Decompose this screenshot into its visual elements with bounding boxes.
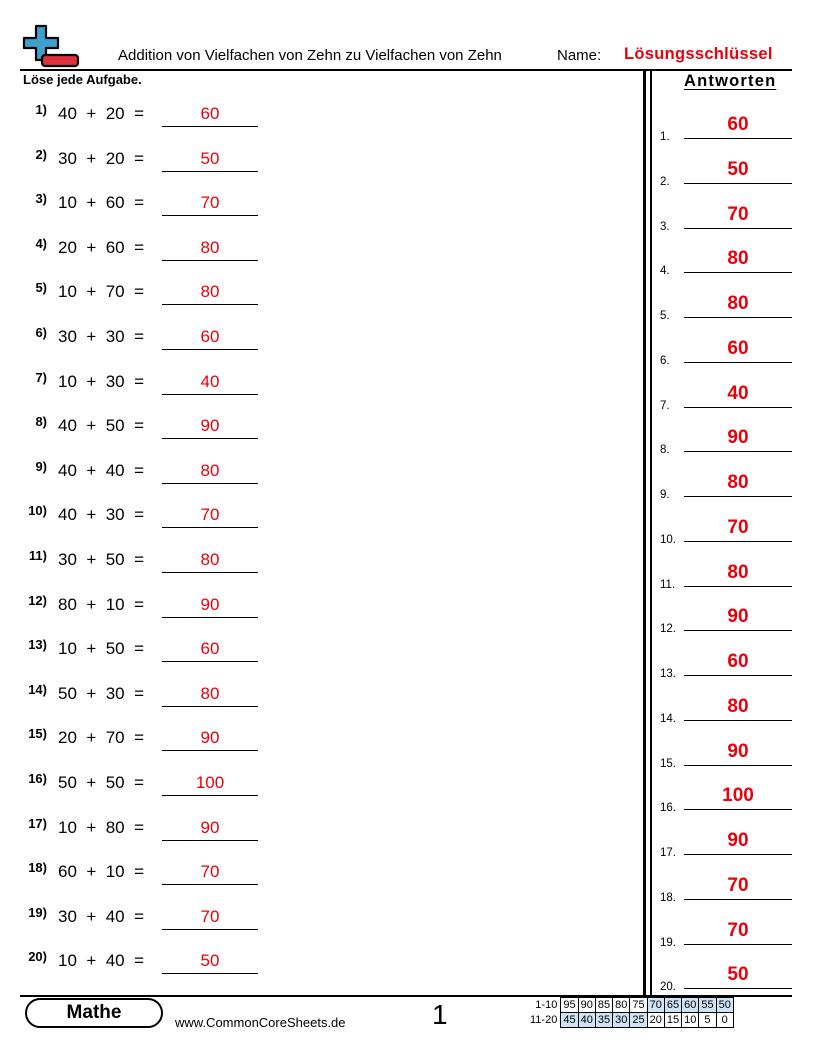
answer-key-row bbox=[656, 830, 796, 870]
answer-key-value: 50 bbox=[727, 158, 749, 180]
answers-column-border bbox=[643, 69, 646, 996]
answer-key-value: 80 bbox=[727, 561, 749, 583]
score-cell: 50 bbox=[716, 998, 733, 1013]
problem-expression: 50 + 30 = bbox=[58, 683, 145, 703]
answer-key-number: 5. bbox=[660, 310, 670, 322]
score-cell: 85 bbox=[595, 998, 612, 1013]
answer-key-number: 13. bbox=[660, 668, 676, 680]
problem-answer[interactable]: 80 bbox=[200, 683, 220, 703]
answer-line bbox=[162, 394, 258, 395]
problem-row bbox=[0, 860, 280, 900]
problem-expression: 20 + 70 = bbox=[58, 728, 145, 748]
answer-key-value: 80 bbox=[727, 472, 749, 493]
score-cell: 40 bbox=[578, 1013, 595, 1028]
answer-line bbox=[162, 126, 258, 127]
problem-answer[interactable]: 80 bbox=[200, 237, 220, 257]
answer-line bbox=[162, 617, 258, 618]
problem-answer[interactable]: 60 bbox=[200, 104, 220, 123]
problem-number: 11) bbox=[28, 548, 47, 563]
score-cell: 5 bbox=[699, 1013, 716, 1028]
answer-line bbox=[162, 260, 258, 261]
answer-key-value: 50 bbox=[727, 964, 749, 986]
answer-key-line bbox=[684, 988, 792, 989]
answer-line bbox=[162, 171, 258, 172]
answer-line bbox=[162, 527, 258, 528]
problem-row bbox=[0, 816, 280, 856]
answer-line bbox=[162, 215, 258, 216]
problem-row bbox=[0, 905, 280, 945]
score-cell: 80 bbox=[613, 998, 630, 1013]
answer-key-line bbox=[684, 854, 792, 855]
answers-column-border-inner bbox=[650, 69, 652, 996]
answer-key-line bbox=[684, 183, 792, 184]
score-cell: 45 bbox=[561, 1013, 578, 1028]
problem-expression: 30 + 20 = bbox=[58, 148, 145, 168]
answer-key-row bbox=[656, 785, 796, 825]
score-cell: 35 bbox=[595, 1013, 612, 1028]
header-divider bbox=[20, 69, 792, 71]
answer-line bbox=[162, 973, 258, 974]
answer-key-line bbox=[684, 272, 792, 273]
score-cell: 70 bbox=[647, 998, 664, 1013]
problem-number: 10) bbox=[28, 503, 47, 519]
answer-key-value: 80 bbox=[727, 695, 749, 717]
answer-key-value: 40 bbox=[727, 382, 749, 404]
problem-expression: 10 + 40 = bbox=[58, 951, 145, 971]
problem-number: 7) bbox=[35, 369, 47, 385]
problem-row bbox=[0, 280, 280, 320]
problem-answer[interactable]: 90 bbox=[200, 728, 220, 748]
problem-answer[interactable]: 90 bbox=[200, 594, 220, 614]
problem-expression: 10 + 30 = bbox=[58, 371, 145, 391]
problem-answer[interactable]: 90 bbox=[200, 416, 220, 436]
answer-key-value: 60 bbox=[727, 337, 749, 359]
score-cell: 25 bbox=[630, 1013, 647, 1028]
problem-number: 13) bbox=[28, 637, 47, 653]
answer-key-line bbox=[684, 407, 792, 408]
answer-key-number: 6. bbox=[660, 354, 670, 367]
problem-expression: 10 + 50 = bbox=[58, 639, 145, 659]
problem-expression: 30 + 30 = bbox=[58, 327, 145, 346]
problem-answer[interactable]: 70 bbox=[200, 906, 220, 926]
problem-expression: 40 + 30 = bbox=[58, 505, 145, 525]
worksheet-title: Addition von Vielfachen von Zehn zu Vielfachen von Zehn bbox=[118, 47, 502, 64]
problem-answer[interactable]: 70 bbox=[200, 193, 220, 213]
answer-key-number: 2. bbox=[660, 175, 670, 188]
answer-line bbox=[162, 929, 258, 930]
score-cell: 65 bbox=[664, 998, 681, 1013]
problem-expression: 10 + 70 = bbox=[58, 282, 145, 302]
answer-key-number: 11. bbox=[660, 578, 676, 591]
problem-expression: 10 + 80 = bbox=[58, 817, 145, 837]
answer-key-line bbox=[684, 496, 792, 497]
problem-number: 15) bbox=[28, 726, 47, 742]
answer-key-row bbox=[656, 159, 796, 199]
problem-number: 2) bbox=[35, 146, 47, 162]
answer-line bbox=[162, 661, 258, 662]
answer-key-line bbox=[684, 138, 792, 139]
answer-key-value: 90 bbox=[727, 740, 749, 762]
problem-answer[interactable]: 40 bbox=[200, 371, 220, 391]
problem-number: 18) bbox=[28, 860, 47, 876]
problem-number: 16) bbox=[28, 771, 47, 786]
problem-number: 1) bbox=[35, 102, 47, 117]
problem-row bbox=[0, 949, 280, 989]
score-cell: 20 bbox=[647, 1013, 664, 1028]
problem-expression: 50 + 50 = bbox=[58, 773, 145, 792]
answer-key-row bbox=[656, 248, 796, 288]
problem-expression: 80 + 10 = bbox=[58, 594, 145, 614]
problem-expression: 60 + 10 = bbox=[58, 862, 145, 882]
answer-key-number: 4. bbox=[660, 265, 670, 278]
answer-key-row bbox=[656, 293, 796, 333]
problem-number: 3) bbox=[35, 191, 47, 207]
answer-key-number: 14. bbox=[660, 712, 676, 725]
score-cell: 60 bbox=[682, 998, 699, 1013]
score-cell: 0 bbox=[716, 1013, 733, 1028]
answer-key-value: 100 bbox=[722, 785, 754, 807]
problem-number: 9) bbox=[35, 458, 47, 474]
answer-line bbox=[162, 438, 258, 439]
answer-key-value: 60 bbox=[727, 114, 749, 135]
score-row-label: 11-20 bbox=[530, 1014, 558, 1026]
problem-row bbox=[0, 147, 280, 187]
answer-key-number: 8. bbox=[660, 444, 670, 457]
answer-key-line bbox=[684, 630, 792, 631]
answer-key-value: 80 bbox=[727, 248, 749, 270]
answer-key-line bbox=[684, 899, 792, 900]
answer-line bbox=[162, 840, 258, 841]
answer-key-row bbox=[656, 651, 796, 691]
problem-number: 6) bbox=[35, 325, 47, 340]
problem-number: 8) bbox=[35, 414, 47, 430]
answer-line bbox=[162, 706, 258, 707]
problem-number: 14) bbox=[28, 681, 47, 697]
answer-key-line bbox=[684, 765, 792, 766]
answer-key-value: 70 bbox=[727, 516, 749, 538]
answer-key-number: 17. bbox=[660, 847, 676, 859]
problem-number: 17) bbox=[28, 815, 47, 831]
problem-row bbox=[0, 325, 280, 365]
answer-key-value: 70 bbox=[727, 919, 749, 941]
answer-key-line bbox=[684, 720, 792, 721]
score-row-label: 1-10 bbox=[535, 999, 558, 1011]
answer-key-line bbox=[684, 586, 792, 587]
problem-row bbox=[0, 459, 280, 499]
answer-key-line bbox=[684, 944, 792, 945]
score-cell: 15 bbox=[664, 1013, 681, 1028]
answer-key-number: 18. bbox=[660, 891, 676, 904]
problem-row bbox=[0, 414, 280, 454]
answer-key-line bbox=[684, 228, 792, 229]
answer-key-line bbox=[684, 362, 792, 363]
problem-expression: 40 + 50 = bbox=[58, 416, 145, 436]
score-cell: 30 bbox=[613, 1013, 630, 1028]
answer-key-row bbox=[656, 741, 796, 781]
answer-line bbox=[162, 750, 258, 751]
problem-row bbox=[0, 503, 280, 543]
answer-key-value: 70 bbox=[727, 203, 749, 225]
problem-expression: 40 + 20 = bbox=[58, 104, 145, 123]
subject-badge: Mathe bbox=[25, 998, 163, 1028]
answer-key-row bbox=[656, 383, 796, 423]
problem-expression: 20 + 60 = bbox=[58, 237, 145, 257]
answer-key-label: Lösungsschlüssel bbox=[624, 45, 773, 63]
website-link[interactable]: www.CommonCoreSheets.de bbox=[175, 1015, 346, 1030]
answer-key-row bbox=[656, 114, 796, 154]
answer-key-line bbox=[684, 317, 792, 318]
problem-answer[interactable]: 50 bbox=[200, 951, 220, 971]
answer-key-number: 16. bbox=[660, 802, 676, 815]
answer-key-number: 10. bbox=[660, 533, 676, 546]
answer-key-row bbox=[656, 696, 796, 736]
answer-key-line bbox=[684, 675, 792, 676]
answer-line bbox=[162, 884, 258, 885]
problem-number: 19) bbox=[28, 904, 47, 920]
problem-row bbox=[0, 191, 280, 231]
plus-minus-logo-icon bbox=[22, 24, 80, 68]
problem-answer[interactable]: 50 bbox=[200, 148, 220, 168]
answer-key-number: 9. bbox=[660, 489, 670, 501]
problem-answer[interactable]: 80 bbox=[200, 550, 220, 569]
name-label: Name: bbox=[557, 47, 602, 64]
score-table bbox=[528, 997, 734, 1028]
answer-key-line bbox=[684, 541, 792, 542]
answer-key-line bbox=[684, 809, 792, 810]
problem-answer[interactable]: 60 bbox=[200, 639, 220, 659]
answer-key-row bbox=[656, 606, 796, 646]
answer-key-number: 7. bbox=[660, 399, 670, 412]
problem-expression: 30 + 50 = bbox=[58, 550, 145, 569]
instructions: Löse jede Aufgabe. bbox=[23, 72, 142, 87]
answer-key-value: 90 bbox=[727, 606, 749, 628]
page-number: 1 bbox=[432, 999, 448, 1030]
problem-row bbox=[0, 726, 280, 766]
answer-key-row bbox=[656, 472, 796, 512]
score-row bbox=[528, 998, 733, 1013]
answer-key-row bbox=[656, 920, 796, 960]
score-cell: 75 bbox=[630, 998, 647, 1013]
answer-key-row bbox=[656, 517, 796, 557]
answers-heading: Antworten bbox=[684, 72, 777, 90]
answer-key-number: 20. bbox=[660, 981, 676, 994]
answer-key-number: 12. bbox=[660, 623, 676, 636]
problem-answer[interactable]: 70 bbox=[200, 862, 220, 882]
problem-number: 4) bbox=[35, 235, 47, 251]
problem-number: 12) bbox=[28, 592, 47, 608]
answer-key-value: 60 bbox=[727, 651, 749, 672]
answer-key-value: 80 bbox=[727, 293, 749, 314]
score-cell: 55 bbox=[699, 998, 716, 1013]
answer-key-number: 3. bbox=[660, 220, 670, 233]
problem-answer[interactable]: 90 bbox=[200, 817, 220, 837]
problem-expression: 40 + 40 = bbox=[58, 460, 145, 480]
problem-answer[interactable]: 70 bbox=[200, 505, 220, 525]
answer-key-value: 90 bbox=[727, 830, 749, 851]
answer-key-number: 1. bbox=[660, 131, 670, 143]
problem-row bbox=[0, 102, 280, 142]
problem-expression: 10 + 60 = bbox=[58, 193, 145, 213]
problem-row bbox=[0, 548, 280, 588]
problem-answer[interactable]: 100 bbox=[195, 773, 225, 792]
problem-row bbox=[0, 682, 280, 722]
answer-line bbox=[162, 483, 258, 484]
answer-key-row bbox=[656, 427, 796, 467]
answer-key-value: 90 bbox=[727, 427, 749, 449]
score-row bbox=[528, 1013, 733, 1028]
score-cell: 10 bbox=[682, 1013, 699, 1028]
answer-line bbox=[162, 795, 258, 796]
score-cell: 95 bbox=[561, 998, 578, 1013]
problem-row bbox=[0, 370, 280, 410]
problem-row bbox=[0, 593, 280, 633]
answer-line bbox=[162, 304, 258, 305]
answer-key-row bbox=[656, 338, 796, 378]
problem-row bbox=[0, 771, 280, 811]
problem-number: 20) bbox=[28, 949, 47, 965]
answer-key-row bbox=[656, 875, 796, 915]
answer-key-line bbox=[684, 451, 792, 452]
problem-answer[interactable]: 80 bbox=[200, 282, 220, 302]
problem-number: 5) bbox=[35, 280, 47, 296]
problem-expression: 30 + 40 = bbox=[58, 906, 145, 926]
problem-row bbox=[0, 236, 280, 276]
answer-key-row bbox=[656, 562, 796, 602]
answer-line bbox=[162, 572, 258, 573]
score-cell: 90 bbox=[578, 998, 595, 1013]
answer-line bbox=[162, 349, 258, 350]
answer-key-number: 19. bbox=[660, 936, 676, 949]
answer-key-value: 70 bbox=[727, 874, 749, 896]
problem-answer[interactable]: 80 bbox=[200, 460, 220, 480]
answer-key-row bbox=[656, 204, 796, 244]
answer-key-number: 15. bbox=[660, 757, 676, 770]
problem-answer[interactable]: 60 bbox=[200, 327, 220, 346]
problem-row bbox=[0, 637, 280, 677]
